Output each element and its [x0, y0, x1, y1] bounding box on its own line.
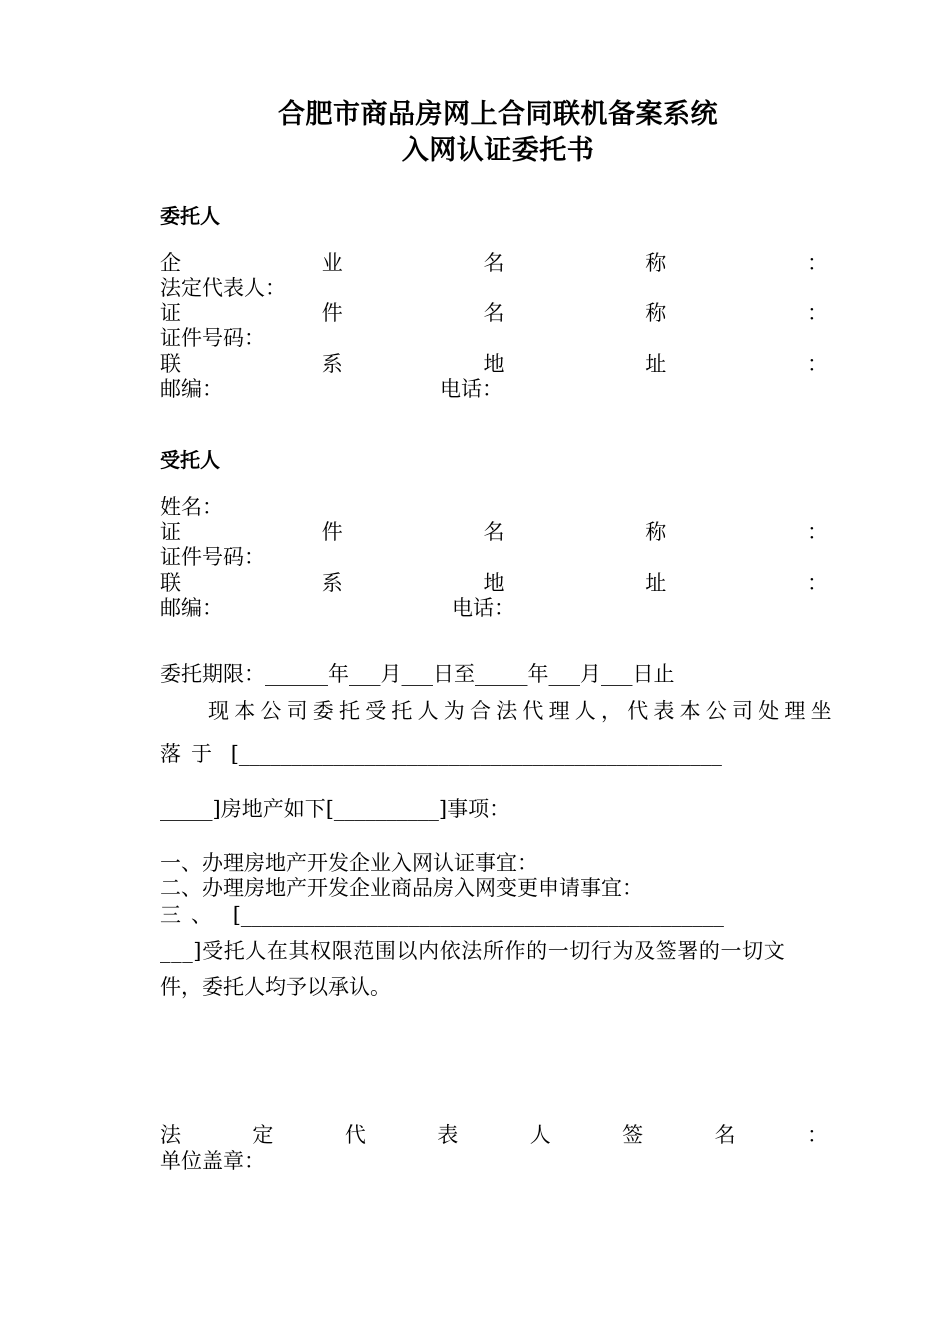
agent-heading: 受托人 [160, 448, 220, 472]
agent-postcode-label: 邮编： [160, 596, 223, 620]
principal-heading: 委托人 [160, 204, 220, 228]
body-line-3: _____]房地产如下[__________]事项： [160, 797, 511, 821]
document-subtitle: 入网认证委托书 [401, 135, 595, 166]
body-line-2 [160, 742, 838, 766]
document-title: 合肥市商品房网上合同联机备案系统 [278, 99, 718, 130]
body-line-2-blank: [______________________________________________ [230, 742, 722, 766]
legal-rep-signature-label: 法 定 代 表 人 签 名 ： [160, 1123, 828, 1147]
matter-item-3-prefix: 三、 [160, 903, 222, 927]
matter-item-3 [160, 903, 838, 927]
agent-id-type-label: 证 件 名 称 ： [160, 520, 828, 544]
principal-contact-row [160, 377, 503, 401]
agent-address-label: 联 系 地 址 ： [160, 571, 828, 595]
agent-phone-label: 电话： [452, 596, 515, 620]
principal-postcode-label: 邮编： [160, 377, 223, 401]
body-line-1: 现本公司委托受托人为合法代理人，代表本公司处理坐 [208, 699, 837, 723]
legal-rep-label: 法定代表人： [160, 276, 286, 300]
principal-id-number-label: 证件号码： [160, 326, 265, 350]
agent-id-number-label: 证件号码： [160, 545, 265, 569]
principal-phone-label: 电话： [440, 377, 503, 401]
company-seal-label: 单位盖章： [160, 1149, 265, 1173]
body-line-2-prefix: 落于 [160, 742, 222, 766]
matter-item-2: 二、办理房地产开发企业商品房入网变更申请事宜： [160, 876, 643, 900]
principal-id-type-label: 证 件 名 称 ： [160, 301, 828, 325]
company-name-label: 企 业 名 称 ： [160, 251, 828, 275]
body-line-4: ___]受托人在其权限范围以内依法所作的一切行为及签署的一切文 [160, 939, 786, 963]
principal-address-label: 联 系 地 址 ： [160, 352, 828, 376]
entrustment-term: 委托期限：______年___月___日至_____年___月___日止 [160, 662, 675, 686]
agent-name-label: 姓名： [160, 495, 223, 519]
matter-item-1: 一、办理房地产开发企业入网认证事宜： [160, 851, 538, 875]
body-line-5: 件，委托人均予以承认。 [160, 975, 391, 999]
agent-contact-row [160, 596, 515, 620]
matter-item-3-blank: [______________________________________________ [232, 903, 724, 927]
